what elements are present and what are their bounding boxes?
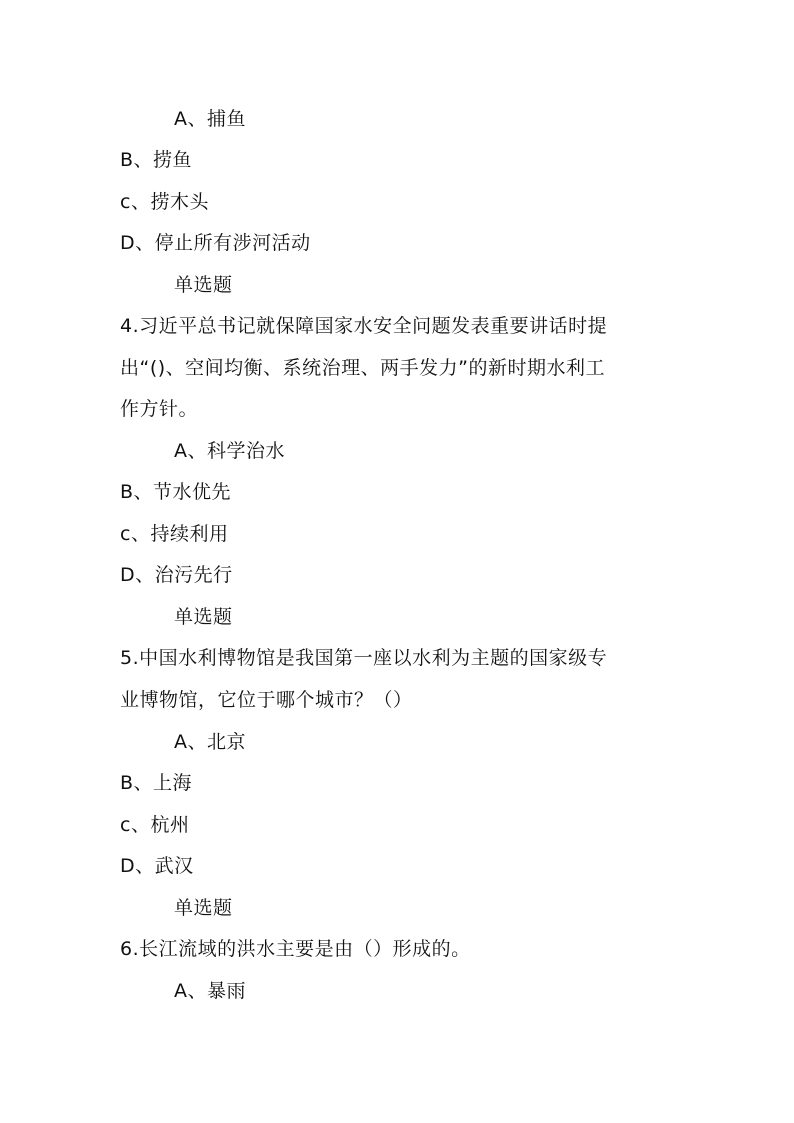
q3-option-c: c、捞木头 [120, 191, 209, 213]
q6-text-line-1: 6.长江流域的洪水主要是由（）形成的。 [120, 938, 471, 960]
q3-option-a: A、捕鱼 [174, 108, 246, 130]
q5-type-label: 单选题 [174, 606, 233, 628]
q4-text-line-1: 4.习近平总书记就保障国家水安全问题发表重要讲话时提 [120, 315, 608, 337]
q4-text-line-3: 作方针。 [120, 398, 199, 420]
q5-option-b: B、上海 [120, 772, 193, 794]
q3-option-d: D、停止所有涉河活动 [120, 232, 311, 254]
q4-type-label: 单选题 [174, 274, 233, 296]
q5-text-line-1: 5.中国水利博物馆是我国第一座以水利为主题的国家级专 [120, 647, 608, 669]
q6-type-label: 单选题 [174, 897, 233, 919]
q6-option-a: A、暴雨 [174, 980, 246, 1002]
q5-text-line-2: 业博物馆，它位于哪个城市？（） [120, 689, 413, 711]
q4-option-a: A、科学治水 [174, 440, 285, 462]
q4-option-c: c、持续利用 [120, 523, 229, 545]
q5-option-a: A、北京 [174, 731, 246, 753]
q4-option-b: B、节水优先 [120, 481, 232, 503]
q5-option-c: c、杭州 [120, 814, 190, 836]
q4-option-d: D、治污先行 [120, 564, 233, 586]
q4-text-line-2: 出“()、空间均衡、系统治理、两手发力”的新时期水利工 [120, 357, 606, 379]
q5-option-d: D、武汉 [120, 855, 194, 877]
q3-option-b: B、捞鱼 [120, 149, 193, 171]
